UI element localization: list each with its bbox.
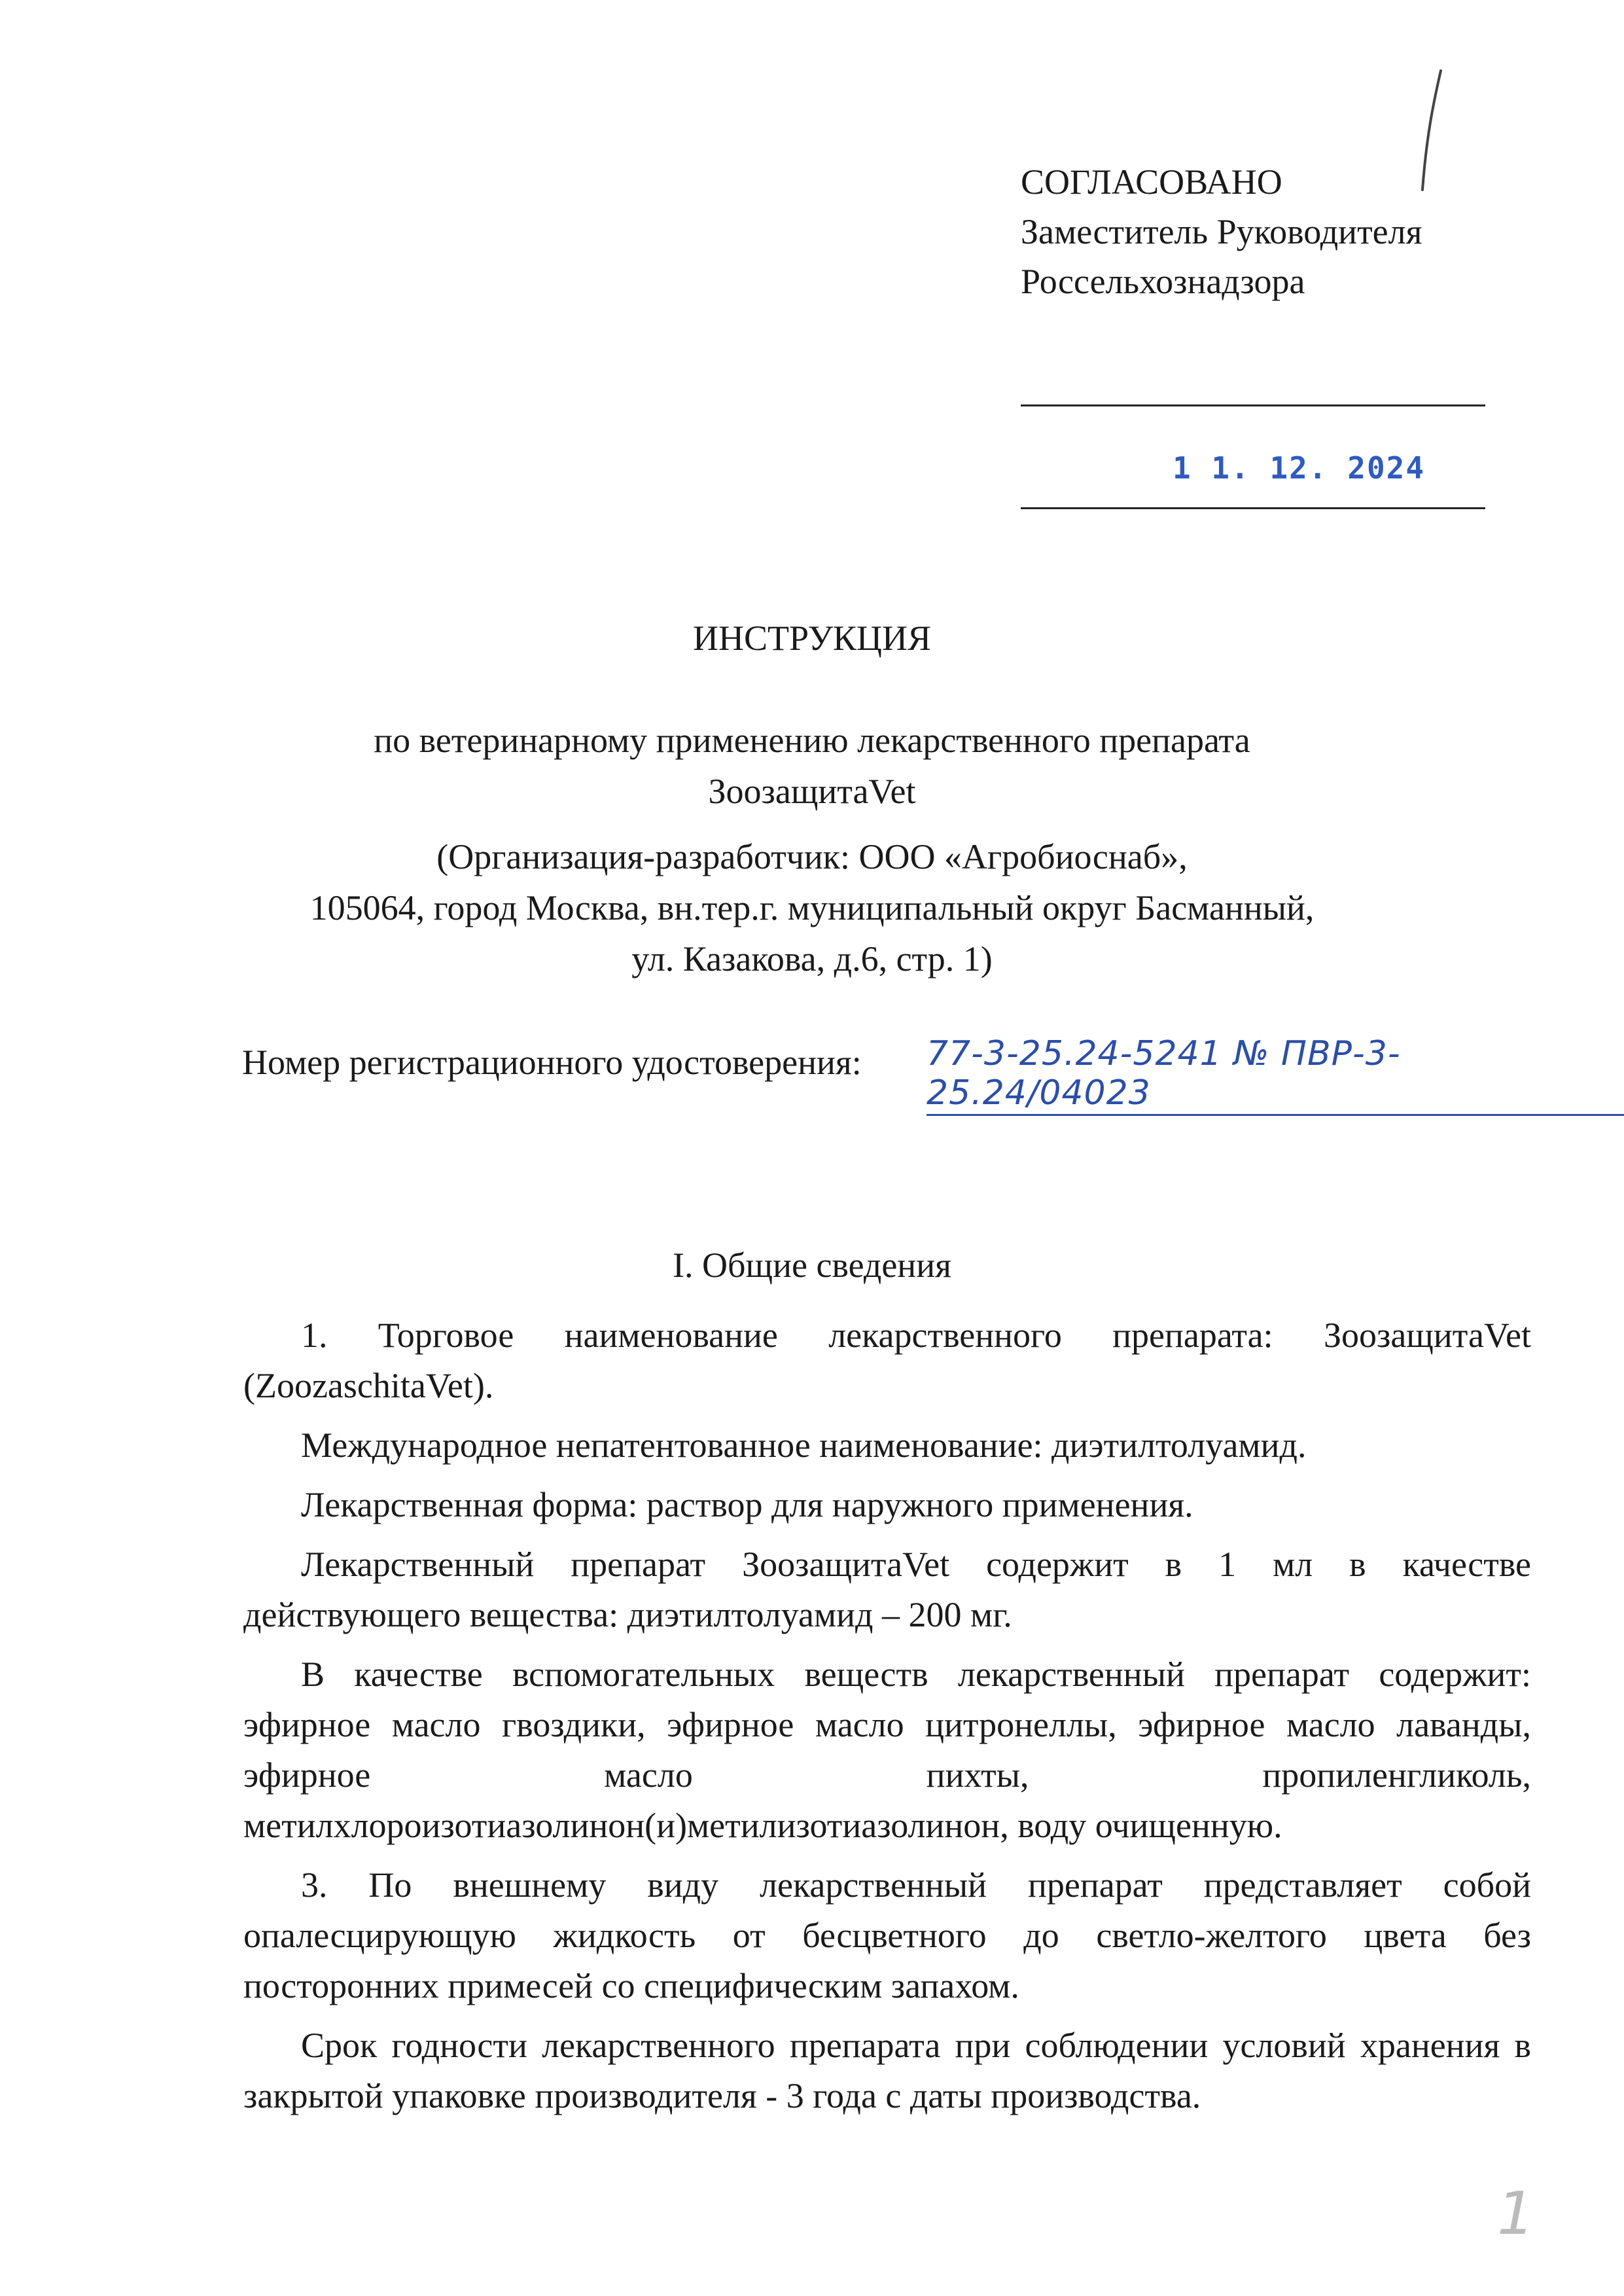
paragraph-composition: Лекарственный препарат ЗоозащитаVet содержит в 1 мл в качестве действующего вещества: диэтилтолуамид – 200 мг.: [243, 1545, 1531, 1634]
paragraph-shelf-life: Срок годности лекарственного препарата при соблюдении условий хранения в закрытой упаковке производителя - 3 года с даты производства.: [243, 2026, 1531, 2115]
document-title: ИНСТРУКЦИЯ: [693, 619, 931, 658]
paragraph-excipients: В качестве вспомогательных веществ лекарственный препарат содержит: эфирное масло гвоздики, эфирное масло цитронеллы, эфирное масло лаванды, эфирное масло пихты, пропиленгликоль, метилхлороизотиазолинон(и)метилизотиазолинон, воду очищенную.: [243, 1655, 1531, 1845]
paragraph-dosage-form: Лекарственная форма: раствор для наружного применения.: [301, 1485, 1193, 1524]
registration-number: 77-3-25.24-5241 № ПВР-3-25.24/04023: [927, 1034, 1624, 1116]
developer-line-2: 105064, город Москва, вн.тер.г. муниципальный округ Басманный,: [309, 888, 1315, 927]
developer-line-3: ул. Казакова, д.6, стр. 1): [631, 939, 993, 978]
approval-block: [1021, 157, 1422, 306]
product-name: ЗоозащитаVet: [708, 772, 916, 811]
paragraph-trade-name: 1. Торговое наименование лекарственного препарата: ЗоозащитаVet (ZoozaschitaVet).: [243, 1316, 1531, 1405]
page-number: 1: [1497, 2179, 1535, 2248]
developer-line-1: (Организация-разработчик: ООО «Агробиоснаб»,: [436, 837, 1188, 876]
approval-position: Заместитель Руководителя: [1021, 212, 1422, 251]
signature-line: [1021, 404, 1485, 406]
document-subtitle: по ветеринарному применению лекарственного препарата: [374, 721, 1250, 760]
section-body: [243, 1310, 1531, 2130]
approval-agency: Россельхознадзора: [1021, 262, 1305, 301]
section-title: I. Общие сведения: [673, 1246, 951, 1285]
date-stamp: 1 1. 12. 2024: [1173, 450, 1426, 486]
paragraph-appearance: 3. По внешнему виду лекарственный препарат представляет собой опалесцирующую жидкость от бесцветного до светло-желтого цвета без посторонних примесей со специфическим запахом.: [243, 1865, 1531, 2005]
paragraph-inn: Международное непатентованное наименование: диэтилтолуамид.: [301, 1426, 1307, 1465]
approval-heading: СОГЛАСОВАНО: [1021, 162, 1282, 202]
registration-label: Номер регистрационного удостоверения:: [242, 1043, 862, 1082]
date-line: [1021, 507, 1485, 509]
